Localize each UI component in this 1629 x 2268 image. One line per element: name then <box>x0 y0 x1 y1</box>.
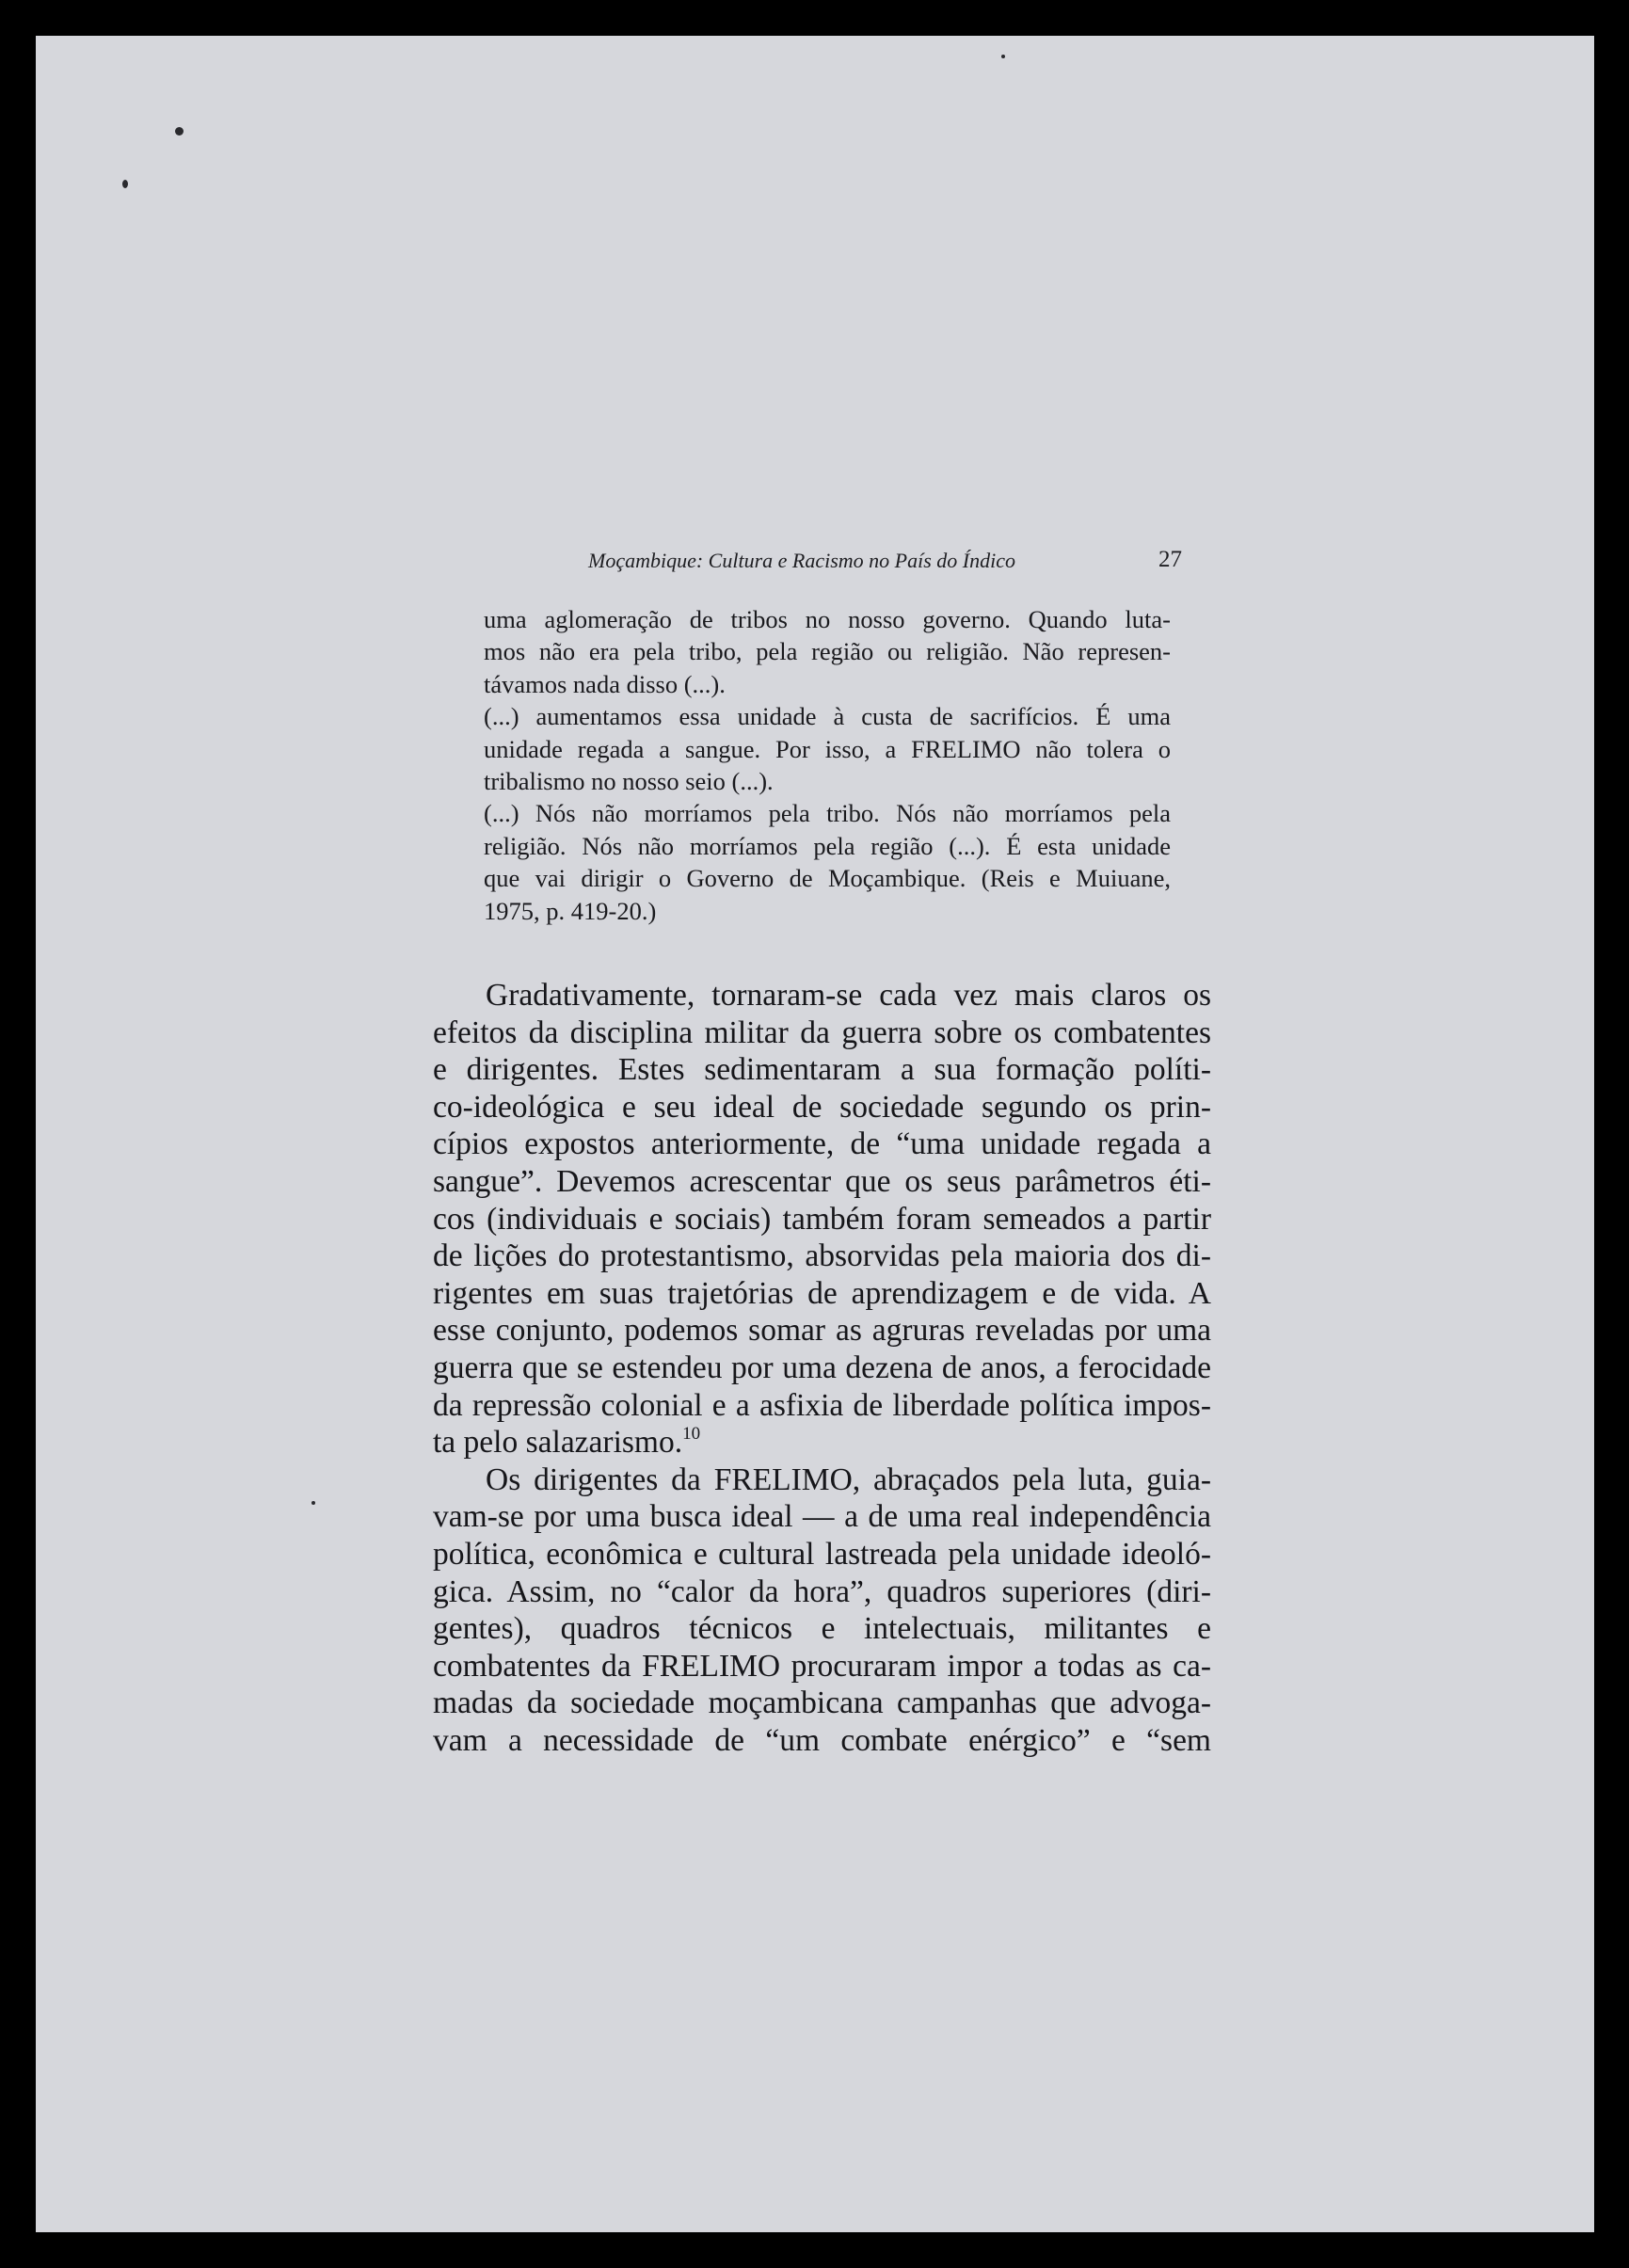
quote-line: religião. Nós não morríamos pela região (...). É esta unidade <box>484 831 1171 860</box>
text-line: sangue”. Devemos acrescentar que os seus parâmetros éti- <box>433 1163 1211 1199</box>
quote-line: távamos nada disso (...). <box>484 669 726 698</box>
paragraph-2 <box>433 1461 1211 1760</box>
scan-speck <box>311 1501 315 1505</box>
text-line: esse conjunto, podemos somar as agruras reveladas por uma <box>433 1313 1211 1349</box>
text-line: política, econômica e cultural lastreada pela unidade ideoló- <box>433 1536 1211 1572</box>
quote-line: que vai dirigir o Governo de Moçambique. (Reis e Muiuane, <box>484 864 1171 893</box>
text-line: Gradativamente, tornaram-se cada vez mais claros os <box>486 978 1211 1013</box>
text-line: gentes), quadros técnicos e intelectuais, militantes e <box>433 1611 1211 1647</box>
quote-line: tribalismo no nosso seio (...). <box>484 766 774 795</box>
text-line: madas da sociedade moçambicana campanhas que advoga- <box>433 1685 1211 1721</box>
body-text <box>433 977 1211 1759</box>
running-title: Moçambique: Cultura e Racismo no País do Índico <box>588 549 1015 572</box>
scan-speck <box>1001 55 1005 58</box>
scanned-page <box>36 36 1594 2232</box>
text-line: ta pelo salazarismo. <box>433 1425 683 1461</box>
text-line: guerra que se estendeu por uma dezena de anos, a ferocidade <box>433 1350 1211 1385</box>
quote-line: mos não era pela tribo, pela região ou religião. Não represen- <box>484 637 1171 666</box>
text-line: rigentes em suas trajetórias de aprendizagem e de vida. A <box>433 1275 1211 1311</box>
text-line: vam-se por uma busca ideal — a de uma real independência <box>433 1499 1211 1535</box>
text-line: gica. Assim, no “calor da hora”, quadros superiores (diri- <box>433 1573 1211 1609</box>
running-header <box>36 547 1594 584</box>
text-line: cípios expostos anteriormente, de “uma unidade regada a <box>433 1126 1211 1162</box>
text-line: Os dirigentes da FRELIMO, abraçados pela luta, guia- <box>486 1461 1211 1497</box>
quote-line: uma aglomeração de tribos no nosso governo. Quando luta- <box>484 605 1171 633</box>
text-line: co-ideológica e seu ideal de sociedade segundo os prin- <box>433 1089 1211 1125</box>
text-line: e dirigentes. Estes sedimentaram a sua formação políti- <box>433 1052 1211 1088</box>
scan-speck <box>175 127 184 136</box>
quote-line: unidade regada a sangue. Por isso, a FRELIMO não tolera o <box>484 734 1171 763</box>
text-line: vam a necessidade de “um combate enérgico” e “sem <box>433 1722 1211 1758</box>
text-line: da repressão colonial e a asfixia de liberdade política impos- <box>433 1387 1211 1423</box>
text-line: efeitos da disciplina militar da guerra sobre os combatentes <box>433 1014 1211 1050</box>
text-line: de lições do protestantismo, absorvidas pela maioria dos di- <box>433 1238 1211 1274</box>
text-line: combatentes da FRELIMO procuraram impor a todas as ca- <box>433 1648 1211 1684</box>
block-quote <box>484 603 1171 927</box>
scan-speck <box>122 180 128 188</box>
text-line: cos (individuais e sociais) também foram semeados a partir <box>433 1201 1211 1237</box>
paragraph-1 <box>433 977 1211 1461</box>
footnote-marker: 10 <box>682 1424 701 1445</box>
quote-line: (...) Nós não morríamos pela tribo. Nós não morríamos pela <box>484 799 1171 828</box>
quote-line: (...) aumentamos essa unidade à custa de sacrifícios. É uma <box>484 702 1171 731</box>
text-line-final <box>433 1424 1211 1461</box>
quote-line: 1975, p. 419-20.) <box>484 896 657 925</box>
page-number: 27 <box>1158 547 1182 572</box>
